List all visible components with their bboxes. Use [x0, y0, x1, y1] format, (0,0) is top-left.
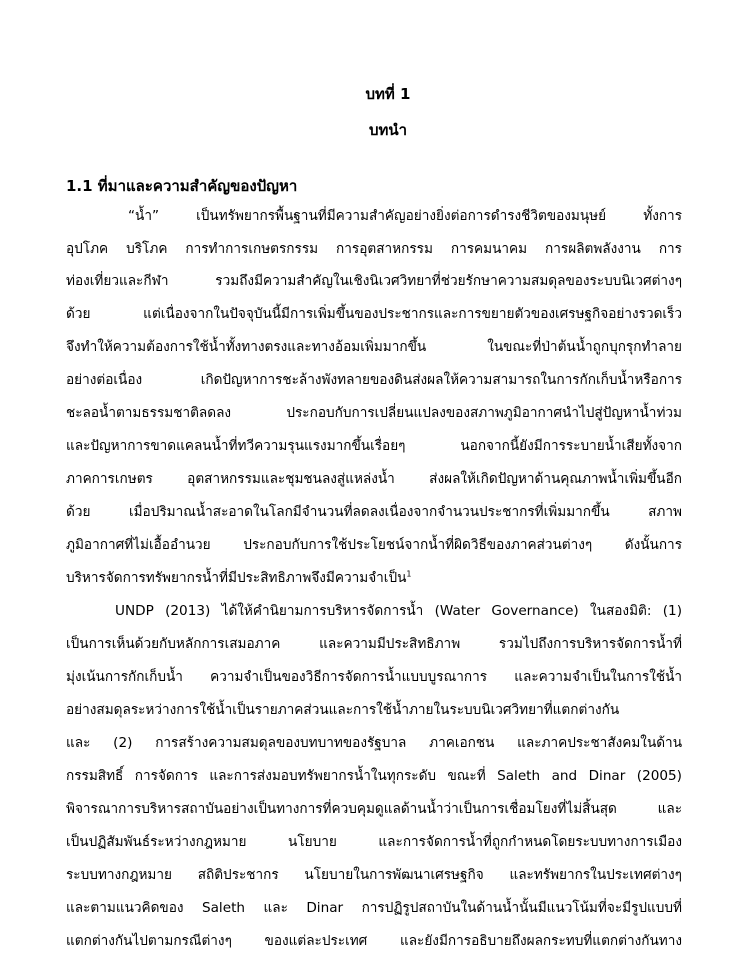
- paragraph-line: กรรมสิทธิ์ การจัดการ และการส่งมอบทรัพยากรน้ำในทุกระดับ ขณะที่ Saleth and Dinar (2005): [66, 768, 682, 784]
- section-heading: 1.1 ที่มาและความสำคัญของปัญหา: [66, 177, 298, 195]
- chapter-number: บทที่ 1: [365, 85, 411, 103]
- paragraph-line: และปัญหาการขาดแคลนน้ำที่ทวีความรุนแรงมากขึ้นเรื่อยๆ นอกจากนี้ยังมีการระบายน้ำเสียทั้งจาก: [66, 438, 682, 454]
- paragraph-line: อุปโภค บริโภค การทำการเกษตรกรรม การอุตสาหกรรม การคมนาคม การผลิตพลังงาน การ: [66, 241, 682, 257]
- paragraph-line: “น้ำ” เป็นทรัพยากรพื้นฐานที่มีความสำคัญอย่างยิ่งต่อการดำรงชีวิตของมนุษย์ ทั้งการ: [128, 208, 682, 224]
- footnote-reference[interactable]: 1: [406, 569, 412, 579]
- paragraph-line: ระบบทางกฎหมาย สถิติประชากร นโยบายในการพัฒนาเศรษฐกิจ และทรัพยากรในประเทศต่างๆ: [66, 867, 682, 883]
- paragraph-line: แตกต่างกันไปตามกรณีต่างๆ ของแต่ละประเทศ และยังมีการอธิบายถึงผลกระทบที่แตกต่างกันทาง: [66, 933, 682, 949]
- paragraph-line: และ (2) การสร้างความสมดุลของบทบาทของรัฐบาล ภาคเอกชน และภาคประชาสังคมในด้าน: [66, 735, 682, 751]
- paragraph-line: อย่างต่อเนื่อง เกิดปัญหาการชะล้างพังทลายของดินส่งผลให้ความสามารถในการกักเก็บน้ำหรือการ: [66, 372, 682, 388]
- paragraph-line: อย่างสมดุลระหว่างการใช้น้ำเป็นรายภาคส่วนและการใช้น้ำภายในระบบนิเวศวิทยาที่แตกต่างกัน: [66, 702, 620, 718]
- paragraph-line: UNDP (2013) ได้ให้คำนิยามการบริหารจัดการน้ำ (Water Governance) ในสองมิติ: (1): [115, 603, 682, 619]
- paragraph-line: ด้วย แต่เนื่องจากในปัจจุบันนี้มีการเพิ่มขึ้นของประชากรและการขยายตัวของเศรษฐกิจอย่างรวดเร็ว: [66, 306, 682, 322]
- paragraph-line: และตามแนวคิดของ Saleth และ Dinar การปฏิรูปสถาบันในด้านน้ำนั้นมีแนวโน้มที่จะมีรูปแบบที่: [66, 900, 682, 916]
- paragraph-line-last: [66, 567, 411, 589]
- paragraph-line: ท่องเที่ยวและกีฬา รวมถึงมีความสำคัญในเชิงนิเวศวิทยาที่ช่วยรักษาความสมดุลของระบบนิเวศต่างๆ: [66, 273, 682, 289]
- paragraph-line-text: บริหารจัดการทรัพยากรน้ำที่มีประสิทธิภาพจึงมีความจำเป็น: [66, 570, 407, 586]
- paragraph-line: ชะลอน้ำตามธรรมชาติลดลง ประกอบกับการเปลี่ยนแปลงของสภาพภูมิอากาศนำไปสู่ปัญหาน้ำท่วม: [66, 405, 682, 421]
- paragraph-line: มุ่งเน้นการกักเก็บน้ำ ความจำเป็นของวิธีการจัดการน้ำแบบบูรณาการ และความจำเป็นในการใช้น้ำ: [66, 669, 682, 685]
- paragraph-line: จึงทำให้ความต้องการใช้น้ำทั้งทางตรงและทางอ้อมเพิ่มมากขึ้น ในขณะที่ป่าต้นน้ำถูกบุกรุกทำลาย: [66, 339, 682, 355]
- paragraph-line: พิจารณาการบริหารสถาบันอย่างเป็นทางการที่ควบคุมดูแลด้านน้ำว่าเป็นการเชื่อมโยงที่ไม่สิ้นสุด และ: [66, 801, 682, 817]
- paragraph-line: ภูมิอากาศที่ไม่เอื้ออำนวย ประกอบกับการใช้ประโยชน์จากน้ำที่ผิดวิธีของภาคส่วนต่างๆ ดังนั้นการ: [66, 537, 682, 553]
- paragraph-line: เป็นปฏิสัมพันธ์ระหว่างกฎหมาย นโยบาย และการจัดการน้ำที่ถูกกำหนดโดยระบบทางการเมือง: [66, 834, 682, 850]
- chapter-title: บทนำ: [368, 121, 408, 139]
- paragraph-line: ด้วย เมื่อปริมาณน้ำสะอาดในโลกมีจำนวนที่ลดลงเนื่องจากจำนวนประชากรที่เพิ่มมากขึ้น สภาพ: [66, 504, 682, 520]
- paragraph-line: เป็นการเห็นด้วยกับหลักการเสมอภาค และความมีประสิทธิภาพ รวมไปถึงการบริหารจัดการน้ำที่: [66, 636, 682, 652]
- paragraph-line: ภาคการเกษตร อุตสาหกรรมและชุมชนลงสู่แหล่งน้ำ ส่งผลให้เกิดปัญหาด้านคุณภาพน้ำเพิ่มขึ้นอีก: [66, 471, 682, 487]
